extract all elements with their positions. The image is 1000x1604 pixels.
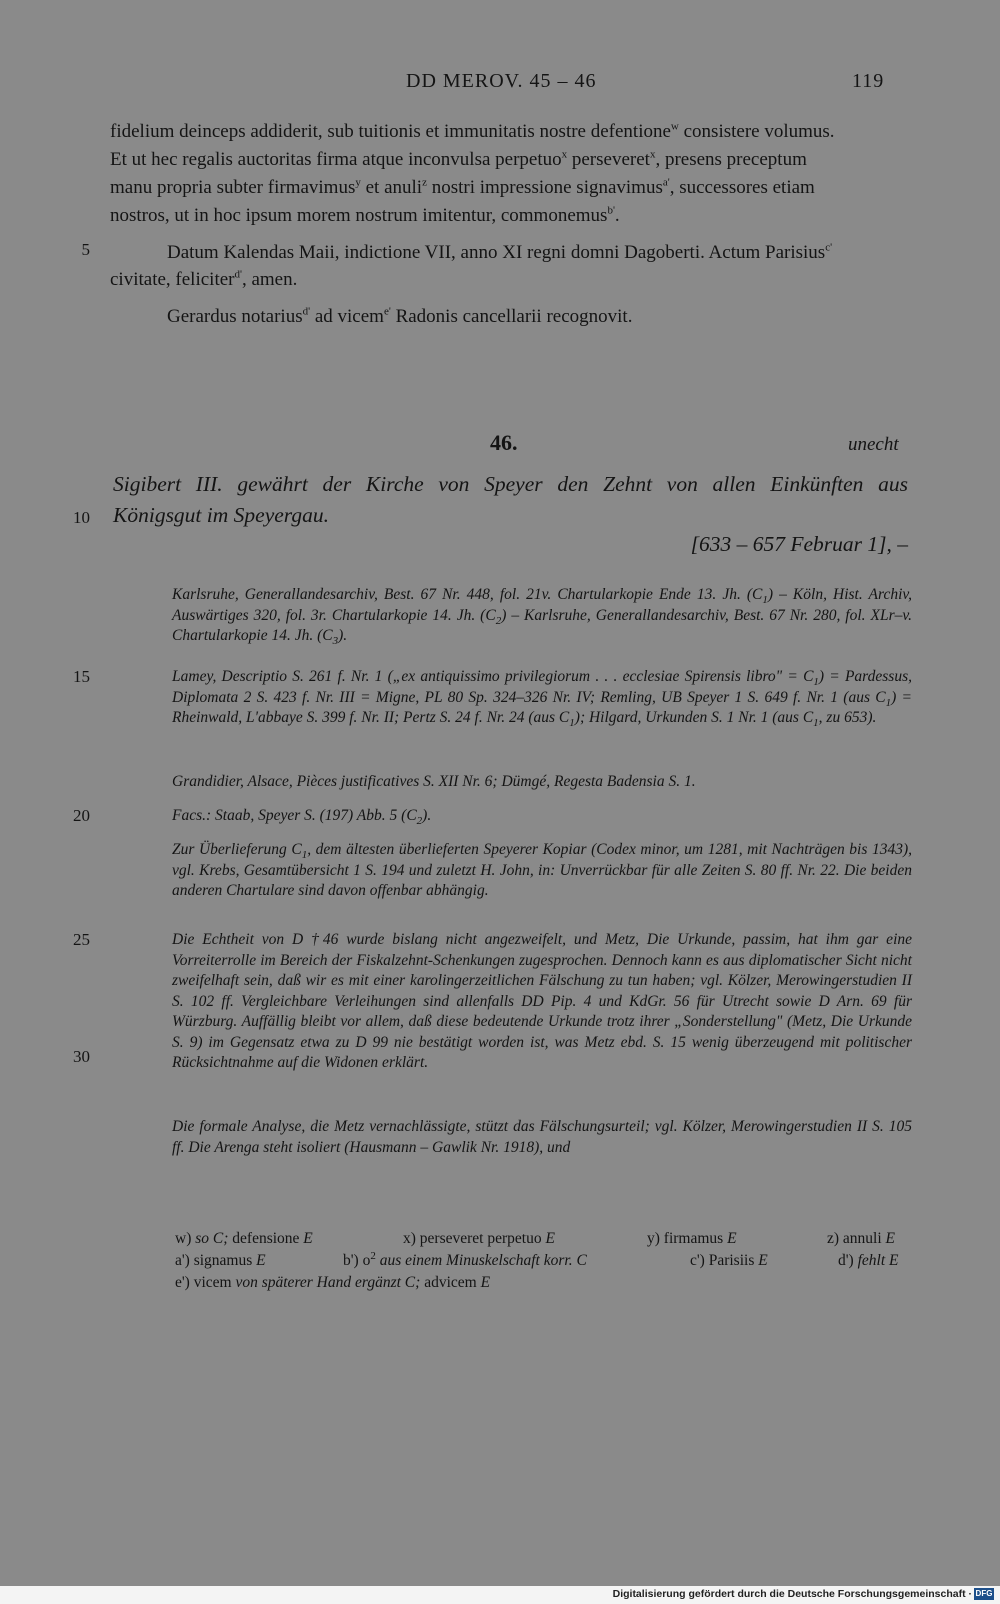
commentary-paragraph: Die formale Analyse, die Metz vernachlässigte, stützt das Fälschungsurteil; vgl. Kölzer, Merowingerstudien II S. 105 ff. Die Arenga steht isoliert (Hausmann – Gawlik Nr. 1918), und [172,1118,912,1156]
recognition-line: Gerardus notarius$^{d'}$ ad vicem$^{e'}$ Radonis cancellarii recognovit. [167,305,633,327]
regest-line: Königsgut im Speyergau. [113,503,329,527]
facsimile: Facs.: Staab, Speyer S. (197) Abb. 5 $(C_2)$. [172,807,432,828]
footnote-b: b') $o^2$ aus einem Minuskelschaft korr. C [343,1249,587,1269]
text-line: nostros, ut in hoc ipsum morem nostrum imitentur, commonemus$^{b'}$. [110,204,620,226]
regest-line: Sigibert III. gewährt der Kirche von Speyer den Zehnt von allen Einkünften aus [113,472,908,496]
commentary-paragraph: Zur Überlieferung $C_1$, dem ältesten überlieferten Speyerer Kopiar (Codex minor, um 1281, mit Nachträgen bis 1343), vgl. Krebs, Gesamtübersicht 1 S. 194 und zuletzt H. John, in: Unverrückbar für alle Zeiten S. 80 ff. Nr. 22. Die beiden anderen Chartulare sind davon offenbar abhängig. [172,841,912,899]
line-number: 5 [81,240,90,259]
line-number: 10 [73,508,90,527]
manuscript-tradition: Karlsruhe, Generallandesarchiv, Best. 67 Nr. 448, fol. 21v. Chartularkopie Ende 13. Jh. $(C_1)$ – Köln, Hist. Archiv, Auswärtiges 320, fol. 3r. Chartularkopie 14. Jh. $(C_2)$ – Karlsruhe, Generallandesarchiv, Best. 67 Nr. 280, fol. XLr–v. Chartularkopie 14. Jh. $(C_3)$. [172,586,912,648]
footnote-d: d') fehlt E [838,1252,899,1269]
footnote-w: w) so C; defensione E [175,1230,313,1247]
dating-line: Datum Kalendas Maii, indictione VII, anno XI regni domni Dagoberti. Actum Parisius$^{c'}$ [167,241,833,263]
footnote-z: z) annuli E [827,1230,896,1247]
line-number: 20 [73,806,90,825]
line-number: 25 [73,930,90,949]
footnote-c: c') Parisiis E [690,1252,768,1269]
document-date: [633 – 657 Februar 1], – [690,532,908,556]
footnote-a: a') signamus E [175,1252,266,1269]
line-number: 30 [73,1047,90,1066]
editions: Lamey, Descriptio S. 261 f. Nr. 1 („ex antiquissimo privilegiorum . . . ecclesiae Spirensis libro" = $C_1$) = Pardessus, Diplomata 2 S. 423 f. Nr. III = Migne, PL 80 Sp. 324–326 Nr. IV; Remling, UB Speyer 1 S. 649 f. Nr. 1 (aus $C_1$) = Rheinwald, L'abbaye S. 399 f. Nr. II; Pertz S. 24 f. Nr. 24 (aus $C_1$); Hilgard, Urkunden S. 1 Nr. 1 (aus $C_1$, zu 653). [172,668,912,730]
authenticity-status: unecht [848,434,899,455]
footnote-e: e') vicem von späterer Hand ergänzt C; advicem E [175,1274,491,1291]
dfg-logo: DFG [975,1589,993,1598]
regesta: Grandidier, Alsace, Pièces justificatives S. XII Nr. 6; Dümgé, Regesta Badensia S. 1. [172,773,696,790]
line-number: 15 [73,667,90,686]
running-title: DD MEROV. 45 – 46 [406,70,597,92]
text-line: fidelium deinceps addiderit, sub tuitionis et immunitatis nostre defentione$^w$ consistere volumus. [110,120,835,142]
text-line: manu propria subter firmavimus$^y$ et anuli$^z$ nostri impressione signavimus$^{a'}$, successores etiam [110,176,815,198]
commentary-paragraph: Die Echtheit von D †46 wurde bislang nicht angezweifelt, und Metz, Die Urkunde, passim, hat ihm gar eine Vorreiterrolle im Bereich der Fiskalzehnt-Schenkungen zugesprochen. Dennoch kann es aus diplomatischer Sicht nicht zweifelhaft sein, daß wir es mit einer karolingerzeitlichen Fälschung zu tun haben; vgl. Kölzer, Merowingerstudien II S. 102 ff. Vergleichbare Verleihungen sind allenfalls DD Pip. 4 und KdGr. 56 für Utrecht sowie D Arn. 69 für Würzburg. Auffällig bleibt vor allem, daß diese bedeutende Urkunde trotz ihrer „Sonderstellung" (Metz, Die Urkunde S. 9) im Gegensatz etwa zu D 99 nie bestätigt worden ist, was Metz ebd. S. 15 wenig überzeugend mit politischer Rücksichtnahme auf die Widonen erklärt. [172,931,912,1071]
text-line: Et ut hec regalis auctoritas firma atque inconvulsa perpetuo$^x$ perseveret$^x$, presens preceptum [110,148,807,170]
footnote-y: y) firmamus E [647,1230,737,1247]
page-number: 119 [852,70,885,92]
dating-line: civitate, feliciter$^{d'}$, amen. [110,268,298,290]
funding-note: Digitalisierung gefördert durch die Deutsche Forschungsgemeinschaft · [612,1588,972,1600]
document-number: 46. [490,430,518,455]
footnote-x: x) perseveret perpetuo E [403,1230,555,1247]
